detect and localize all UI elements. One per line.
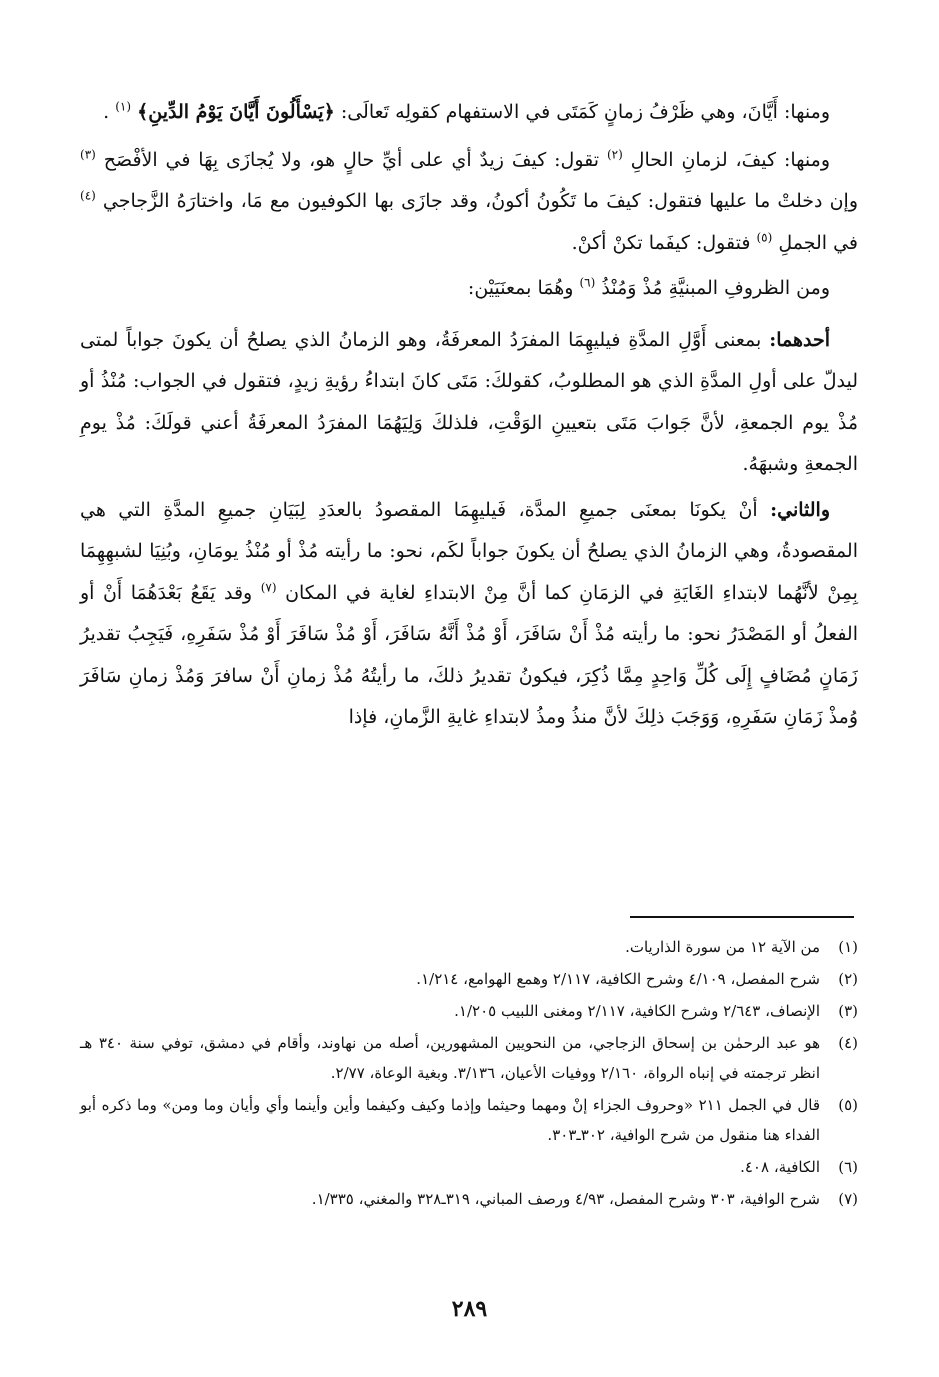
footnote [80, 1090, 858, 1150]
footnote [80, 1152, 858, 1182]
paragraph-first-meaning [80, 320, 858, 486]
paragraph-text: فتقول: كيفَما تكنْ أكنْ. [571, 231, 751, 254]
section-label: والثاني: [770, 498, 830, 521]
footnote [80, 996, 858, 1026]
footnote-number: (٣) [838, 1002, 858, 1020]
paragraph-text: تقول: كيفَ زيدٌ أي على أيِّ حالٍ هو، ولا يُجازَى بِهَا في الأفْصَح [103, 148, 600, 171]
paragraph-text: ومنها: كيفَ، لزمانِ الحالِ [630, 148, 830, 171]
footnote-number: (٧) [838, 1190, 858, 1208]
footnote [80, 1184, 858, 1214]
paragraph-text: وإن دخلتْ ما عليها فتقول: كيفَ ما تَكُونُ أكونُ، وقد جازَى بها الكوفيون مع مَا، واختارَهُ الزَّجاجي [102, 190, 858, 212]
footnote-ref: (٤) [80, 188, 96, 203]
footnote-divider [630, 916, 854, 918]
paragraph-text: أنْ يكونَا بمعنَى جميعِ المدَّة، فَيليهِمَا المقصودُ بالعدَدِ لِبَيَانِ جميعِ المدَّةِ التي هي المقصودةُ، وهي الزمانُ الذي يصلحُ أن يكونَ جواباً لكَم، نحو: ما رأيته مُذْ أو مُنْذُ يومَانِ، وبُنِيَا لشبهِهِمَا بِمِنْ لأنَّهُما لابتداءِ الغَايَةِ في الزمَانِ كما أنَّ مِنْ الابتداءِ لغاية في المكان [80, 498, 858, 604]
footnote-ref: (٥) [756, 230, 773, 245]
footnote-ref: (٣) [80, 147, 96, 162]
paragraph-text: بمعنى أَوَّلِ المدَّةِ فيليهِمَا المفرَدُ المعرفَةُ، وهو الزمانُ الذي يصلحُ أن يكونَ جواباً لمتى ليدلّ على أولِ المدَّةِ الذي هو المطلوبُ، كقولكَ: مَتَى كانَ ابتداءُ رؤيةِ زيدٍ، فتقول في الجواب: مُنْذُ أو مُذْ يوم الجمعةِ، لأنَّ جَوابَ مَتَى بتعيينِ الوَقْتِ، فلذلكَ وَلِيَهُمَا المفرَدُ المعرفَةُ أعني قولَكَ: مُذْ يومِ الجمعةِ وشبهَهُ. [80, 328, 858, 475]
footnote-ref: (٦) [579, 275, 596, 290]
paragraph-second-meaning [80, 490, 858, 739]
footnote-text: هو عبد الرحمٰن بن إسحاق الزجاجي، من النحويين المشهورين، أصله من نهاوند، وأقام في دمشق، توفي سنة ٣٤٠ هـ انظر ترجمته في إنباه الرواة، ٢/١٦٠ ووفيات الأعيان، ٣/١٣٦. وبغية الوعاة، ٢/٧٧. [80, 1034, 820, 1082]
paragraph-text: ومن الظروفِ المبنيَّةِ مُذْ وَمُنْذُ [601, 277, 830, 299]
footnote-text: شرح الوافية، ٣٠٣ وشرح المفصل، ٤/٩٣ ورصف المباني، ٣١٩ـ٣٢٨ والمغني، ١/٣٣٥. [311, 1190, 820, 1208]
paragraph-text: في الجملِ [778, 231, 858, 254]
footnote [80, 1028, 858, 1088]
section-label: أحدهما: [769, 328, 830, 351]
footnote-text: قال في الجمل ٢١١ «وحروف الجزاء إنْ ومهما وحيثما وإذما وكيف وكيفما وأين وأينما وأي وأيان وما ومن» وما ذكره أبو الفداء هنا منقول من شرح الوافية، ٣٠٢ـ٣٠٣. [80, 1096, 820, 1144]
main-text [80, 92, 858, 739]
footnote [80, 932, 858, 962]
footnote-text: الكافية، ٤٠٨. [740, 1158, 820, 1176]
paragraph-mudh-mundhu [80, 268, 858, 310]
footnote-ref: (٢) [606, 147, 623, 162]
footnotes [80, 932, 858, 1216]
quran-verse: ﴿يَسْأَلُونَ أَيَّانَ يَوْمُ الدِّينِ﴾ [137, 101, 335, 123]
footnote-number: (٤) [838, 1034, 858, 1052]
paragraph-ayyana [80, 92, 858, 134]
footnote-text: من الآية ١٢ من سورة الذاريات. [625, 938, 820, 956]
footnote-number: (٥) [838, 1096, 858, 1114]
footnote [80, 964, 858, 994]
footnote-number: (٢) [838, 970, 858, 988]
footnote-ref: (٧) [260, 580, 277, 595]
paragraph-kayfa [80, 140, 858, 265]
page-number: ٢٨٩ [451, 1296, 488, 1322]
footnote-number: (٦) [838, 1158, 858, 1176]
paragraph-text: ومنها: أَيَّانَ، وهي ظَرْفُ زمانٍ كَمَتَى في الاستفهام كقولِه تَعالَى: [340, 101, 830, 123]
footnote-ref: (١) [115, 99, 132, 114]
paragraph-text: وهُمَا بمعنَيَيْن: [467, 277, 574, 299]
footnote-number: (١) [838, 938, 858, 956]
period: . [103, 101, 110, 123]
paragraph-text: وقد يَقَعُ بَعْدَهُمَا أَنْ أو الفعلُ أو المَصْدَرُ نحو: ما رأيته مُذْ أَنْ سَافَرَ، أَوْ مُذْ أَنَّهُ سَافَرَ، أَوْ مُذْ سَافَرَ أَوْ مُذْ سَفَرِهِ، فَيَجِبُ تقديرُ زَمَانٍ مُضَافٍ إِلَى كُلِّ وَاحِدٍ مِمَّا ذُكِرَ، فيكونُ تقديرُ ذلكَ، ما رأيتُهُ مُذْ زمانِ أَنْ سافرَ وَمُذْ زمانِ سَافَرَ وُمذْ زَمَانِ سَفَرِهِ، وَوَجَبَ ذلِكَ لأنَّ منذُ ومذُ لابتداءِ غايةِ الزَّمانِ، فإذا [80, 581, 858, 728]
footnote-text: شرح المفصل، ٤/١٠٩ وشرح الكافية، ٢/١١٧ وهمع الهوامع، ١/٢١٤. [416, 970, 820, 988]
footnote-text: الإنصاف، ٢/٦٤٣ وشرح الكافية، ٢/١١٧ ومغنى اللبيب ١/٢٠٥. [454, 1002, 820, 1020]
